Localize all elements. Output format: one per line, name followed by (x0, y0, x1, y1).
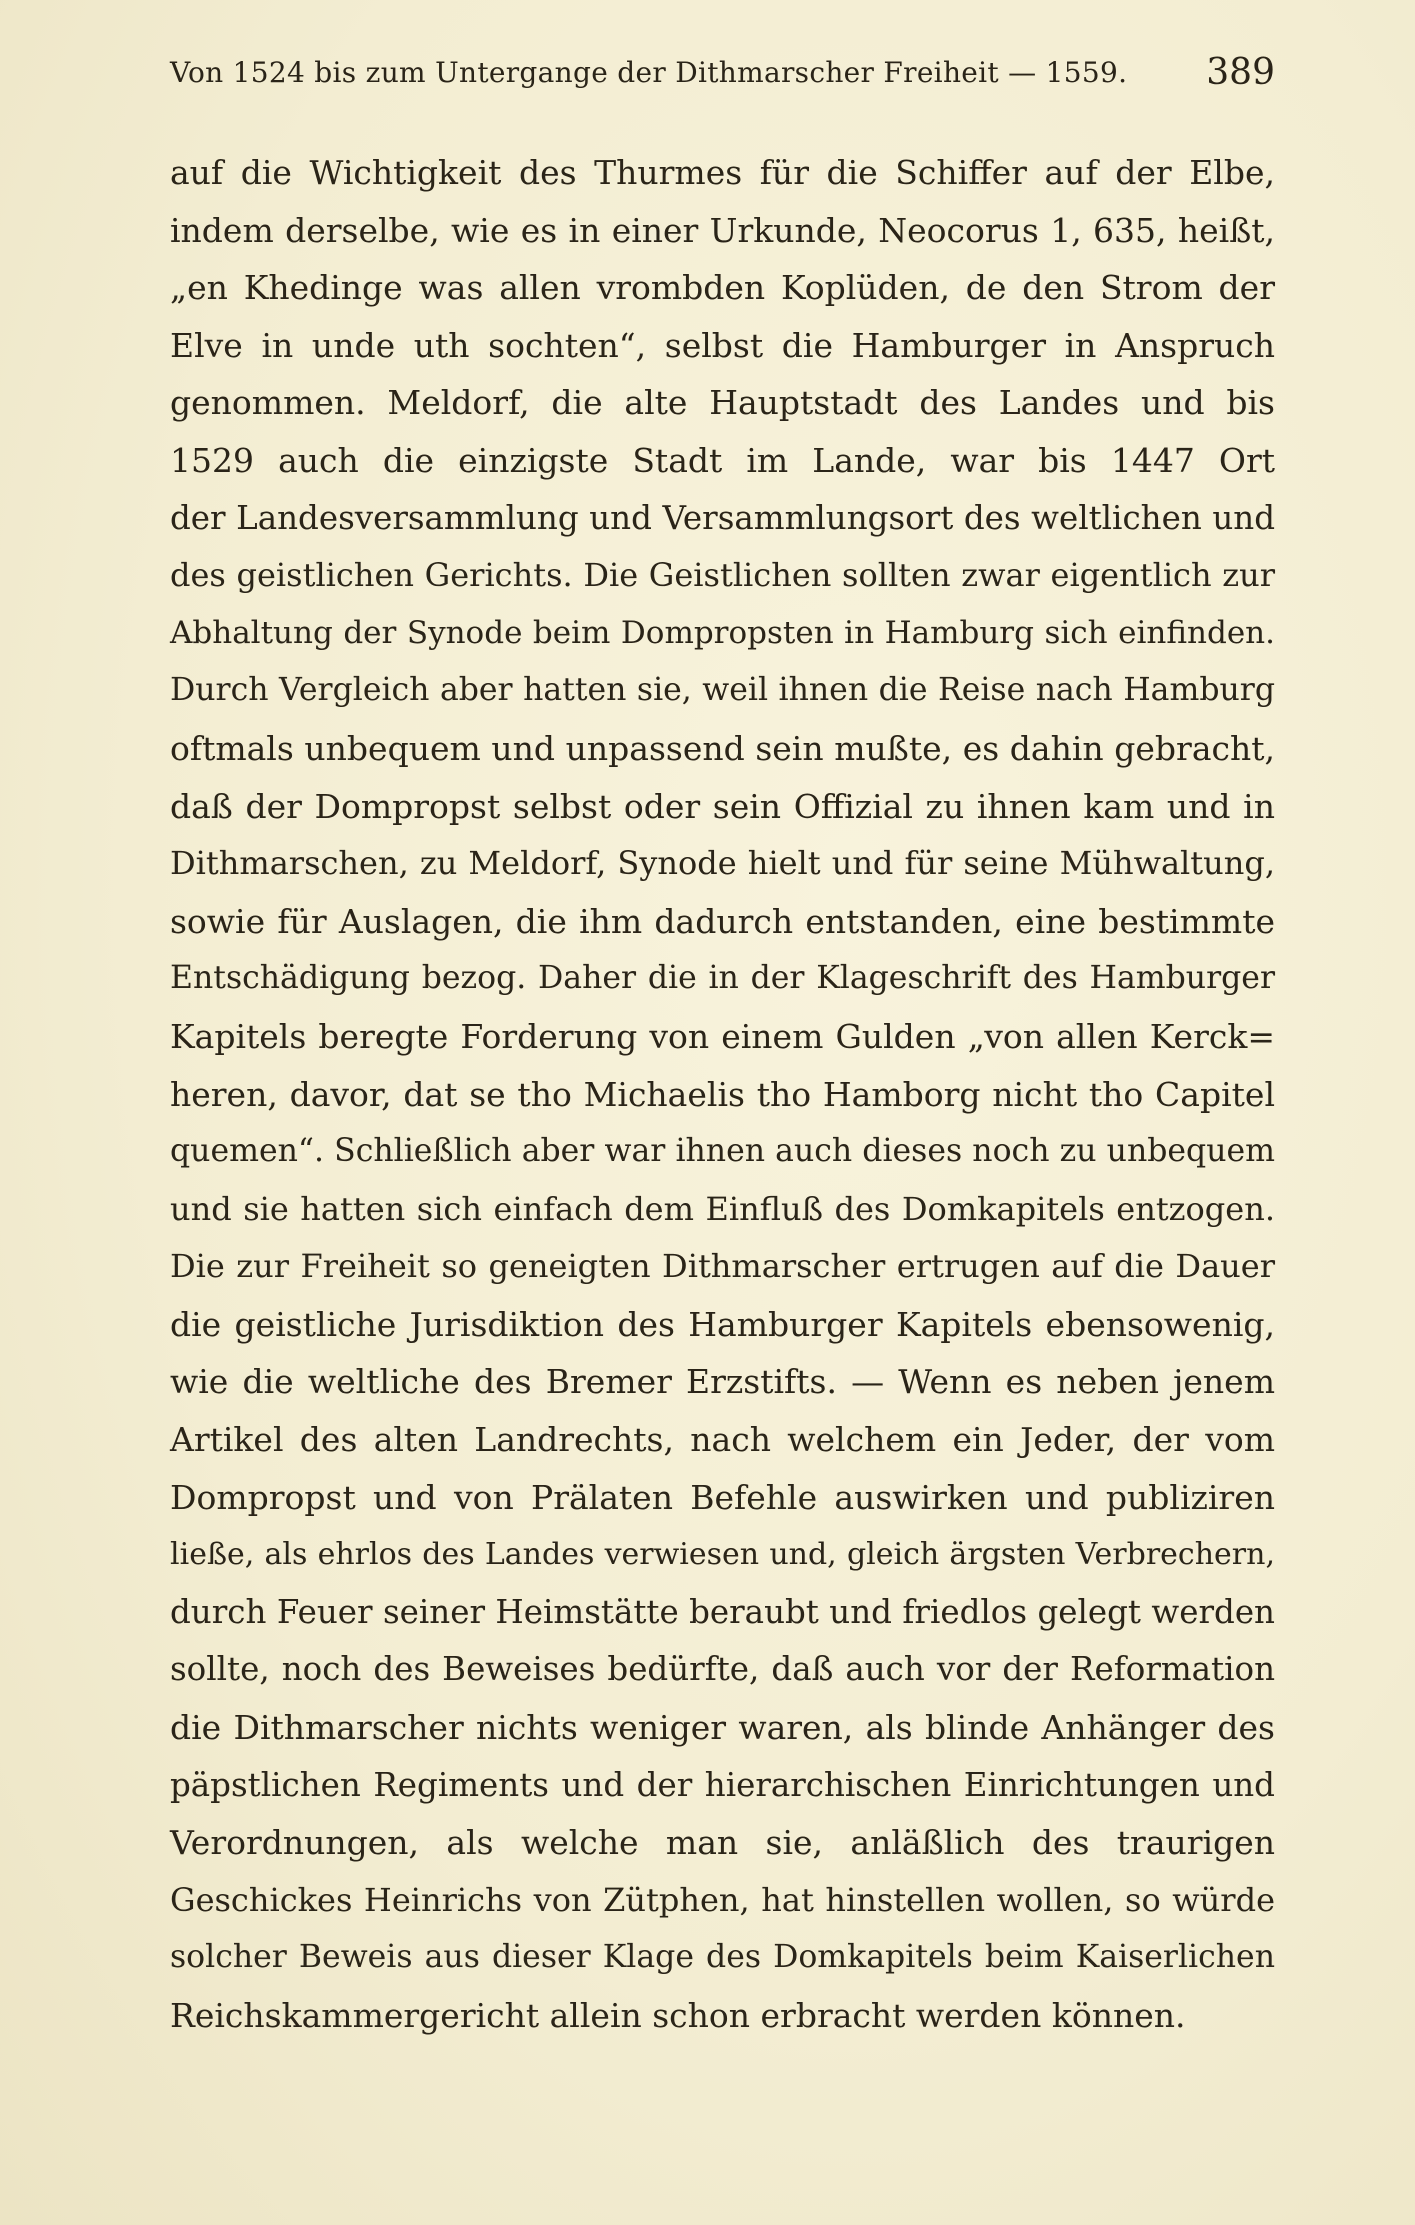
page-number: 389 (1206, 52, 1275, 93)
page-header (170, 52, 1275, 106)
text-line: 1529 auch die einzigste Stadt im Lande, war bis 1447 Ort (170, 440, 1275, 480)
text-line: Elve in unde uth sochten“, selbst die Hamburger in Anspruch (170, 325, 1275, 365)
text-line: des geistlichen Gerichts. Die Geistlichen sollten zwar eigentlich zur (170, 556, 1275, 595)
text-line: Entschädigung bezog. Daher die in der Klageschrift des Hamburger (170, 960, 1275, 997)
body-text (170, 144, 1275, 2045)
text-line: Durch Vergleich aber hatten sie, weil ihnen die Reise nach Hamburg (170, 672, 1275, 709)
text-line: auf die Wichtigkeit des Thurmes für die Schiffer auf der Elbe, (170, 153, 1275, 192)
text-line: solcher Beweis aus dieser Klage des Domkapitels beim Kaiserlichen (170, 1939, 1275, 1976)
text-line: durch Feuer seiner Heimstätte beraubt und friedlos gelegt werden (170, 1592, 1275, 1631)
text-line: Abhaltung der Synode beim Dompropsten in Hamburg sich einfinden. (170, 614, 1275, 651)
text-line: Geschickes Heinrichs von Zütphen, hat hinstellen wollen, so würde (170, 1880, 1275, 1919)
text-line: oftmals unbequem und unpassend sein mußte, es dahin gebracht, (170, 728, 1275, 768)
text-line: indem derselbe, wie es in einer Urkunde, Neocorus 1, 635, heißt, (170, 210, 1275, 250)
text-line: heren, davor, dat se tho Michaelis tho Hamborg nicht tho Capitel (170, 1074, 1275, 1114)
text-line: Reichskammergericht allein schon erbracht werden können. (170, 1996, 1186, 2035)
text-line: und sie hatten sich einfach dem Einfluß des Domkapitels entzogen. (170, 1189, 1275, 1228)
text-line: päpstlichen Regiments und der hierarchischen Einrichtungen und (170, 1765, 1275, 1804)
text-line: „en Khedinge was allen vrombden Koplüden, de den Strom der (170, 268, 1275, 308)
text-line: sollte, noch des Beweises bedürfte, daß auch vor der Reformation (170, 1650, 1275, 1689)
text-line: sowie für Auslagen, die ihm dadurch entstanden, eine bestimmte (170, 901, 1275, 941)
running-head: Von 1524 bis zum Untergange der Dithmarscher Freiheit — 1559. (170, 56, 1128, 89)
text-line: Kapitels beregte Forderung von einem Gulden „von allen Kerck= (170, 1016, 1275, 1056)
text-line: quemen“. Schließlich aber war ihnen auch dieses noch zu unbequem (170, 1133, 1275, 1170)
text-line: wie die weltliche des Bremer Erzstifts. — Wenn es neben jenem (170, 1362, 1275, 1402)
text-line: Dompropst und von Prälaten Befehle auswirken und publiziren (170, 1477, 1275, 1517)
text-line: Die zur Freiheit so geneigten Dithmarscher ertrugen auf die Dauer (170, 1247, 1275, 1286)
text-line: Dithmarschen, zu Meldorf, Synode hielt und für seine Mühwaltung, (170, 844, 1275, 883)
text-line: die geistliche Jurisdiktion des Hamburger Kapitels ebensowenig, (170, 1304, 1275, 1344)
text-line: der Landesversammlung und Versammlungsort des weltlichen und (170, 498, 1275, 537)
text-line: genommen. Meldorf, die alte Hauptstadt des Landes und bis (170, 383, 1275, 423)
text-line: daß der Dompropst selbst oder sein Offizial zu ihnen kam und in (170, 786, 1275, 826)
text-line: Artikel des alten Landrechts, nach welchem ein Jeder, der vom (170, 1420, 1275, 1460)
text-line: ließe, als ehrlos des Landes verwiesen und, gleich ärgsten Verbrechern, (170, 1537, 1275, 1573)
text-line: Verordnungen, als welche man sie, anläßlich des traurigen (170, 1823, 1275, 1863)
text-line: die Dithmarscher nichts weniger waren, als blinde Anhänger des (170, 1708, 1275, 1748)
